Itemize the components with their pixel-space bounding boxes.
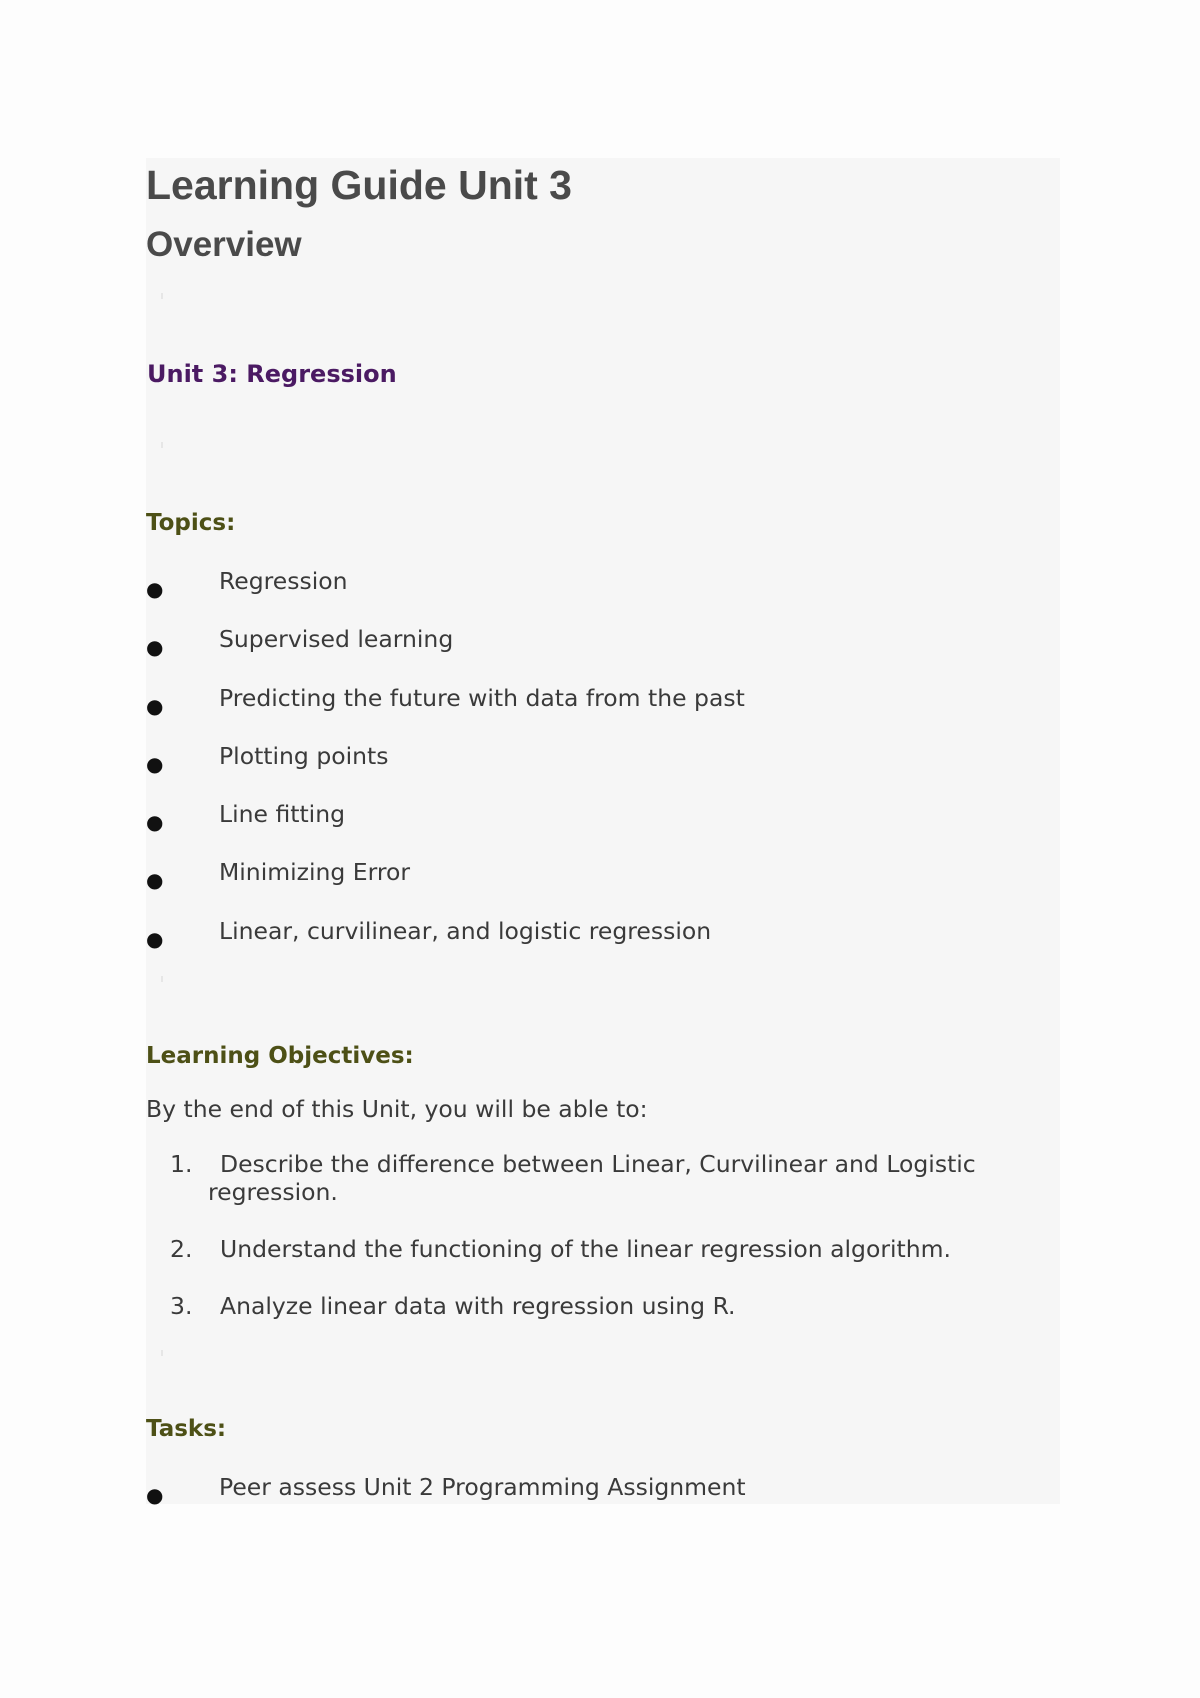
bullet-icon: ● <box>146 577 164 601</box>
objectives-list <box>146 1150 1026 1320</box>
topics-heading: Topics: <box>146 510 236 536</box>
bullet-icon: ● <box>146 810 164 835</box>
faint-mark <box>161 1350 163 1356</box>
list-number: 3. <box>170 1292 193 1320</box>
list-item: 2. Understand the functioning of the linear regression algorithm. <box>170 1235 951 1263</box>
faint-mark <box>161 442 163 448</box>
faint-mark <box>161 976 163 982</box>
page-title: Learning Guide Unit 3 <box>146 162 572 208</box>
objectives-intro: By the end of this Unit, you will be able to: <box>146 1095 648 1123</box>
bullet-icon: ● <box>146 926 164 951</box>
bullet-icon: ● <box>146 751 164 776</box>
tasks-heading: Tasks: <box>146 1416 227 1442</box>
list-number: 1. <box>170 1150 193 1178</box>
list-item: 1. Describe the difference between Linear, Curvilinear and Logistic regression. <box>170 1150 976 1206</box>
objectives-heading: Learning Objectives: <box>146 1043 414 1069</box>
document-page: Learning Guide Unit 3 Overview Unit 3: Regression Topics: ● Regression ● Supervised learning ● Predicting the future with data from the past ● Plotting points ● Line fitting ● Minimizing Error ● Linear, curvilinear, and logistic regression Learning Objectives: By the end of this Unit, you will be able to: 1. Describe the difference between Linear, Curvilinear and Logistic regression. 2. Understand the functioning of the linear regression algorithm. 3. Analyze linear data with regression using R. Tasks: ● Peer assess Unit 2 Programming Assignment <box>0 0 1200 1698</box>
unit-heading: Unit 3: Regression <box>147 360 397 388</box>
list-number: 2. <box>170 1235 193 1263</box>
bullet-icon: ● <box>146 868 164 893</box>
page-subtitle: Overview <box>146 225 302 264</box>
bullet-icon: ● <box>146 1483 164 1507</box>
bullet-icon: ● <box>146 693 164 718</box>
faint-mark <box>161 293 163 299</box>
bullet-icon: ● <box>146 635 164 660</box>
list-item: 3. Analyze linear data with regression using R. <box>170 1292 736 1320</box>
